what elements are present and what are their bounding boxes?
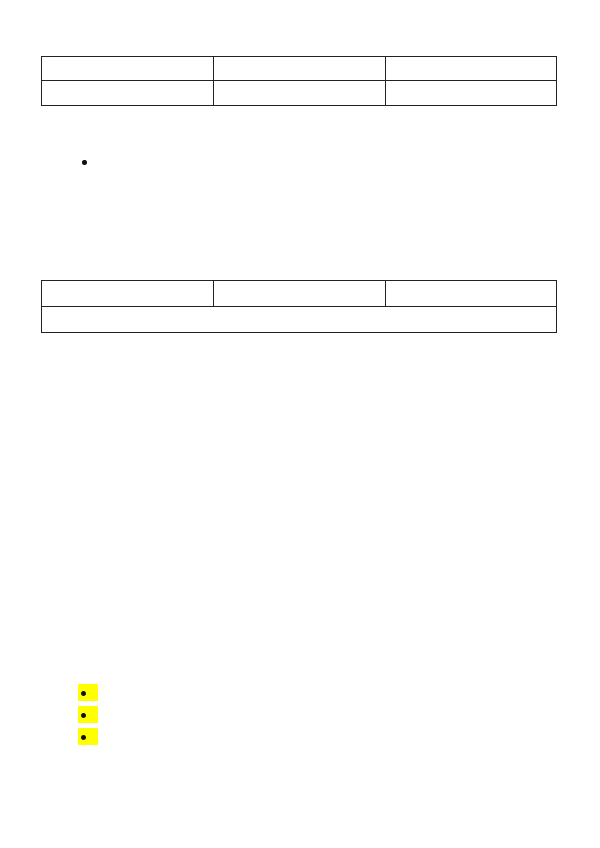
unit-cell (386, 81, 557, 105)
symbol-cell (214, 57, 386, 81)
table-row (42, 57, 557, 81)
multiples-table (41, 280, 557, 333)
header-prefix (42, 281, 214, 307)
magnitude-cell (42, 81, 214, 105)
symbol-cell (214, 81, 386, 105)
empty-cell (42, 306, 557, 332)
table-header-row (42, 281, 557, 307)
list-item (80, 726, 98, 748)
empty-row (42, 306, 557, 332)
magnitude-cell (42, 57, 214, 81)
header-symbol (214, 281, 386, 307)
volume-list (80, 682, 98, 748)
table-row (42, 81, 557, 105)
unit-cell (386, 57, 557, 81)
units-table (41, 56, 557, 106)
header-factor (386, 281, 557, 307)
list-item (80, 704, 98, 726)
list-item (80, 682, 98, 704)
